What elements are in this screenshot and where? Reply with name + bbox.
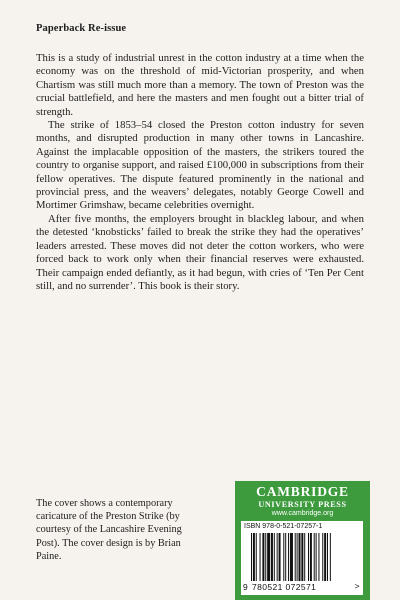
blurb bbox=[36, 52, 364, 293]
publisher-url: www.cambridge.org bbox=[271, 510, 334, 517]
blurb-paragraph: After five months, the employers brought in blackleg labour, and when the detested ‘knobsticks’ failed to break the strike they had the operatives’ leaders arrested. These moves did not deter the cotton workers, who were forced back to work only when their financial reserves were exhausted. Their campaign ended defiantly, as it had begun, with cries of ‘Ten Per Cent still, and no surrender’. This book is their story. bbox=[36, 212, 364, 292]
blurb-paragraph: The strike of 1853–54 closed the Preston cotton industry for seven months, and disrupted production in many other towns in Lancashire. Against the implacable opposition of the masters, the strikers toured the country to organise support, and raised £100,000 in subscriptions from their fellow operatives. The dispute featured prominently in the national and provincial press, and the weavers’ delegates, notably George Cowell and Mortimer Grimshaw, became celebrities overnight. bbox=[36, 119, 364, 212]
heading: Paperback Re-issue bbox=[36, 23, 127, 34]
publisher-panel bbox=[235, 481, 370, 600]
barcode-digits: 780521 072571 bbox=[252, 582, 317, 592]
cover-credit: The cover shows a contemporary caricature of the Preston Strike (by courtesy of the Lancashire Evening Post). The cover design is by Brian Paine. bbox=[36, 498, 182, 562]
barcode-number bbox=[243, 582, 363, 592]
publisher-subname: UNIVERSITY PRESS bbox=[258, 500, 347, 509]
isbn-box bbox=[241, 521, 363, 595]
blurb-paragraph: This is a study of industrial unrest in the cotton industry at a time when the economy was on the threshold of mid-Victorian prosperity, and when Chartism was still much more than a memory. The town of Preston was the crucial battlefield, and here the masters and men fought out a bitter trial of strength. bbox=[36, 52, 364, 118]
barcode-quiet-zone-mark: > bbox=[354, 581, 360, 591]
publisher-name: CAMBRIDGE bbox=[256, 484, 349, 499]
barcode-icon bbox=[251, 533, 355, 581]
isbn-label: ISBN 978-0-521-07257-1 bbox=[244, 523, 323, 530]
barcode-first-digit: 9 bbox=[243, 582, 249, 592]
